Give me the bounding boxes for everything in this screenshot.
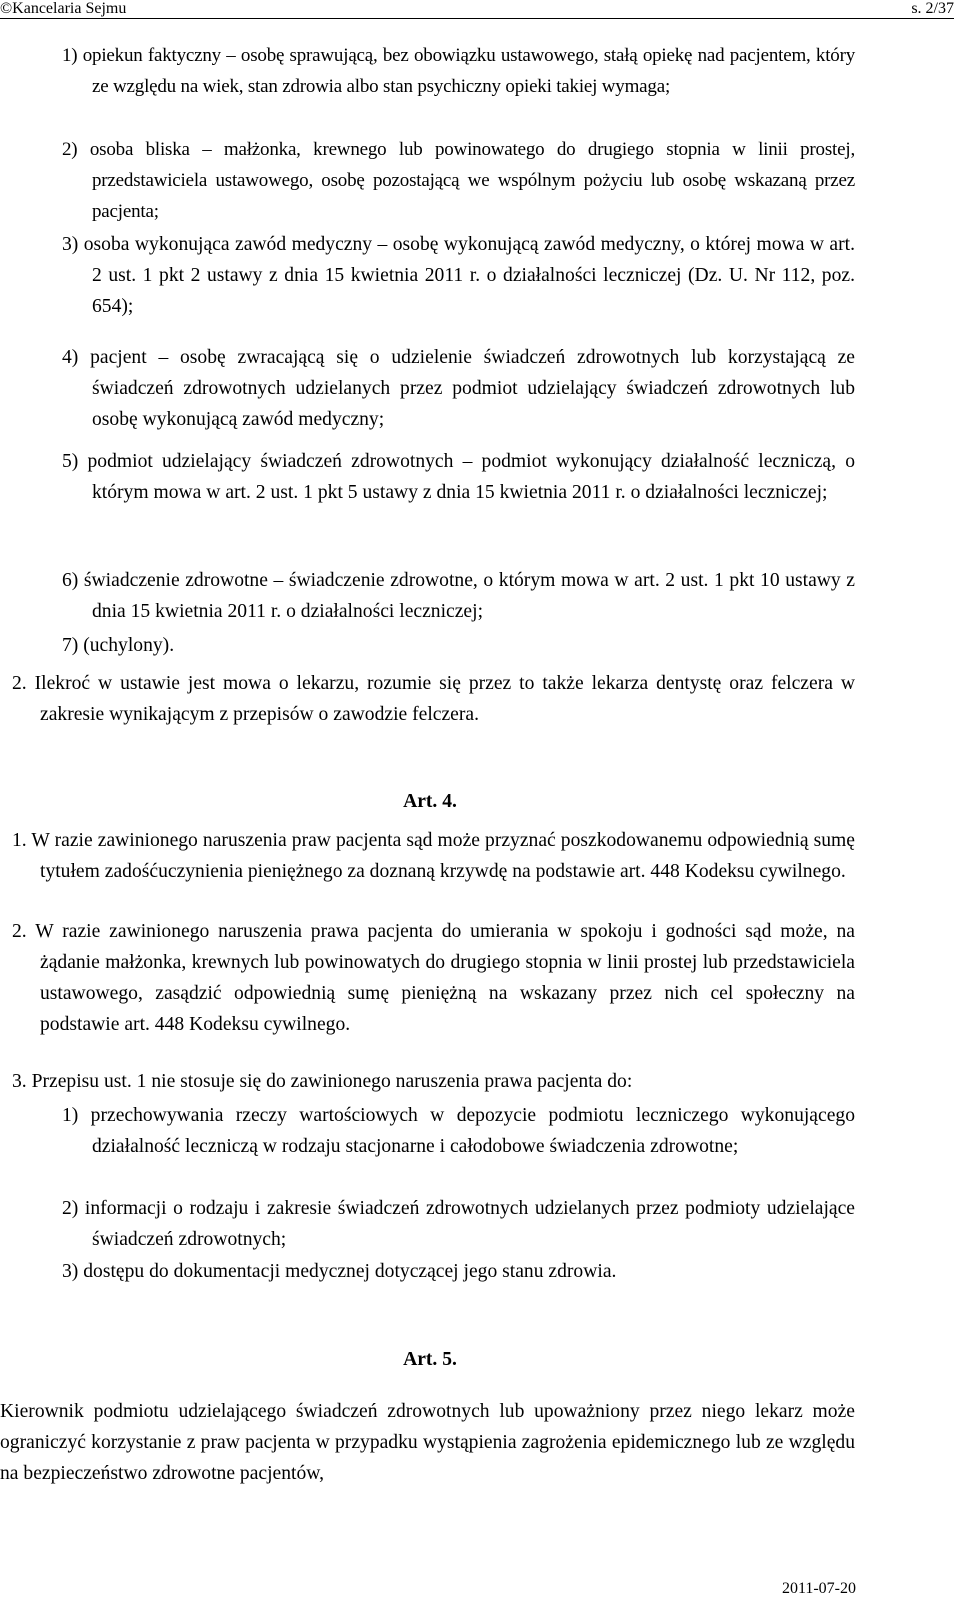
article-5-text: Kierownik podmiotu udzielającego świadczeń zdrowotnych lub upoważniony przez niego lekarz może ograniczyć korzystanie z praw pacjenta w przypadku wystąpienia zagrożenia epidemicznego lub ze względu na bezpieczeństwo zdrowotne pacjentów, [0, 1401, 855, 1484]
article-4-item-3: 3) dostępu do dokumentacji medycznej dotyczącej jego stanu zdrowia. [62, 1261, 617, 1282]
definition-item-7: 7) (uchylony). [62, 635, 175, 656]
article-4-item-1: 1) przechowywania rzeczy wartościowych w depozycie podmiotu leczniczego wykonującego działalność leczniczą w rodzaju stacjonarne i całodobowe świadczenia zdrowotne; [62, 1105, 855, 1157]
definition-item-6: 6) świadczenie zdrowotne – świadczenie zdrowotne, o którym mowa w art. 2 ust. 1 pkt 10 ustawy z dnia 15 kwietnia 2011 r. o działalności leczniczej; [62, 570, 855, 622]
article-4-item-2: 2) informacji o rodzaju i zakresie świadczeń zdrowotnych udzielanych przez podmioty udzielające świadczeń zdrowotnych; [62, 1198, 855, 1250]
article-4-heading: Art. 4. [403, 791, 457, 812]
definition-item-4: 4) pacjent – osobę zwracającą się o udzielenie świadczeń zdrowotnych lub korzystającą ze świadczeń zdrowotnych udzielanych przez podmiot udzielający świadczeń zdrowotnych lub osobę wykonującą zawód medyczny; [62, 347, 855, 430]
footer-date: 2011-07-20 [781, 1580, 856, 1597]
definition-item-1: 1) opiekun faktyczny – osobę sprawującą, bez obowiązku ustawowego, stałą opiekę nad pacjentem, który ze względu na wiek, stan zdrowia albo stan psychiczny opieki takiej wymaga; [62, 45, 855, 97]
article-4-paragraph-1: 1. W razie zawinionego naruszenia praw pacjenta sąd może przyznać poszkodowanemu odpowiednią sumę tytułem zadośćuczynienia pieniężnego za doznaną krzywdę na podstawie art. 448 Kodeksu cywilnego. [12, 830, 855, 882]
header-source: ©Kancelaria Sejmu [0, 0, 127, 17]
header-rule [0, 18, 954, 19]
article-4-paragraph-3: 3. Przepisu ust. 1 nie stosuje się do zawinionego naruszenia prawa pacjenta do: [12, 1071, 633, 1092]
definition-item-3: 3) osoba wykonująca zawód medyczny – osobę wykonującą zawód medyczny, o której mowa w art. 2 ust. 1 pkt 2 ustawy z dnia 15 kwietnia 2011 r. o działalności leczniczej (Dz. U. Nr 112, poz. 654); [62, 234, 855, 317]
definition-item-5: 5) podmiot udzielający świadczeń zdrowotnych – podmiot wykonujący działalność leczniczą, o którym mowa w art. 2 ust. 1 pkt 5 ustawy z dnia 15 kwietnia 2011 r. o działalności leczniczej; [62, 451, 855, 503]
article-4-paragraph-2: 2. W razie zawinionego naruszenia prawa pacjenta do umierania w spokoju i godności sąd może, na żądanie małżonka, krewnych lub powinowatych do drugiego stopnia w linii prostej lub przedstawiciela ustawowego, zasądzić odpowiednią sumę pieniężną na wskazany przez nich cel społeczny na podstawie art. 448 Kodeksu cywilnego. [12, 921, 855, 1035]
article-3-paragraph-2: 2. Ilekroć w ustawie jest mowa o lekarzu, rozumie się przez to także lekarza dentystę oraz felczera w zakresie wynikającym z przepisów o zawodzie felczera. [12, 673, 855, 725]
definition-item-2: 2) osoba bliska – małżonka, krewnego lub powinowatego do drugiego stopnia w linii prostej, przedstawiciela ustawowego, osobę pozostającą we wspólnym pożyciu lub osobę wskazaną przez pacjenta; [62, 139, 855, 222]
header-page-number: s. 2/37 [911, 0, 954, 17]
article-5-heading: Art. 5. [403, 1349, 457, 1370]
